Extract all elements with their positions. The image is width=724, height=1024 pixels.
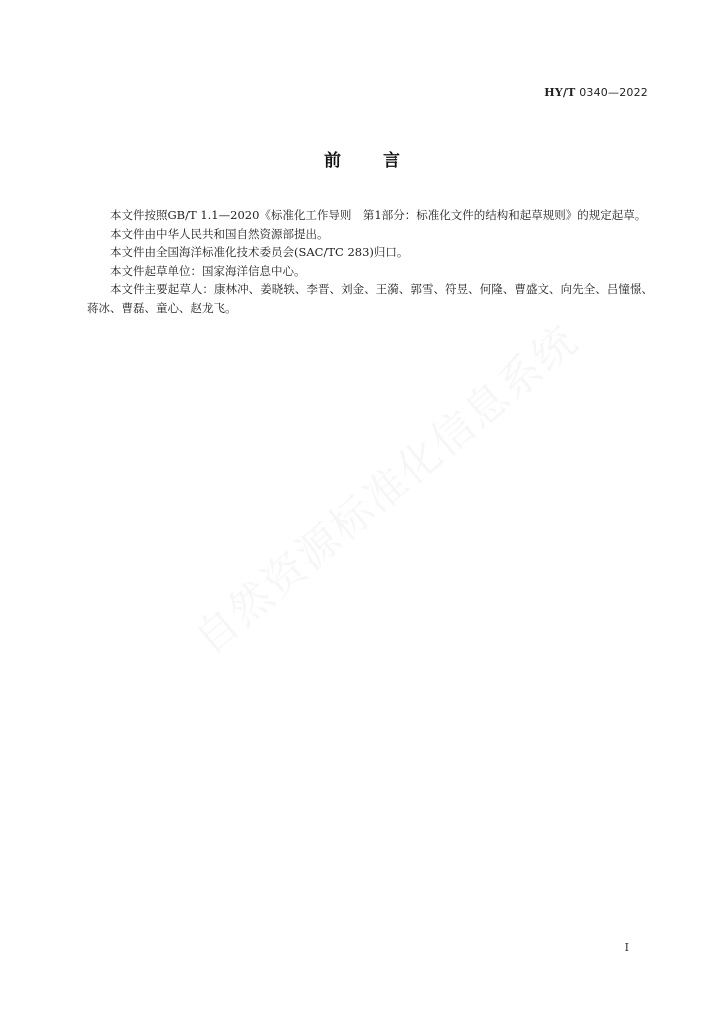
paragraph-drafting-rules: 本文件按照GB/T 1.1—2020《标准化工作导则 第1部分：标准化文件的结构和起草规则》的规定起草。 (110, 208, 647, 222)
watermark: 自然资源标准化信息系统 (185, 315, 588, 664)
page-number: I (624, 941, 629, 954)
title-char-2: 言 (382, 151, 400, 171)
title-char-1: 前 (324, 151, 342, 171)
standard-prefix: HY/T (544, 86, 576, 99)
paragraph-drafters: 本文件主要起草人：康林冲、姜晓轶、李晋、刘金、王漪、郭雪、符昱、何隆、曹盛文、向先全、吕憧憬、蒋冰、曹磊、童心、赵龙飞。 (87, 282, 653, 315)
standard-code (544, 86, 648, 99)
paragraph-drafting-unit: 本文件起草单位：国家海洋信息中心。 (110, 263, 306, 278)
standard-number: 0340—2022 (579, 86, 648, 99)
page-title (0, 146, 724, 171)
paragraph-proposer: 本文件由中华人民共和国自然资源部提出。 (110, 226, 329, 241)
foreword-body (87, 206, 653, 317)
paragraph-centralized-by: 本文件由全国海洋标准化技术委员会(SAC/TC 283)归口。 (110, 245, 409, 259)
